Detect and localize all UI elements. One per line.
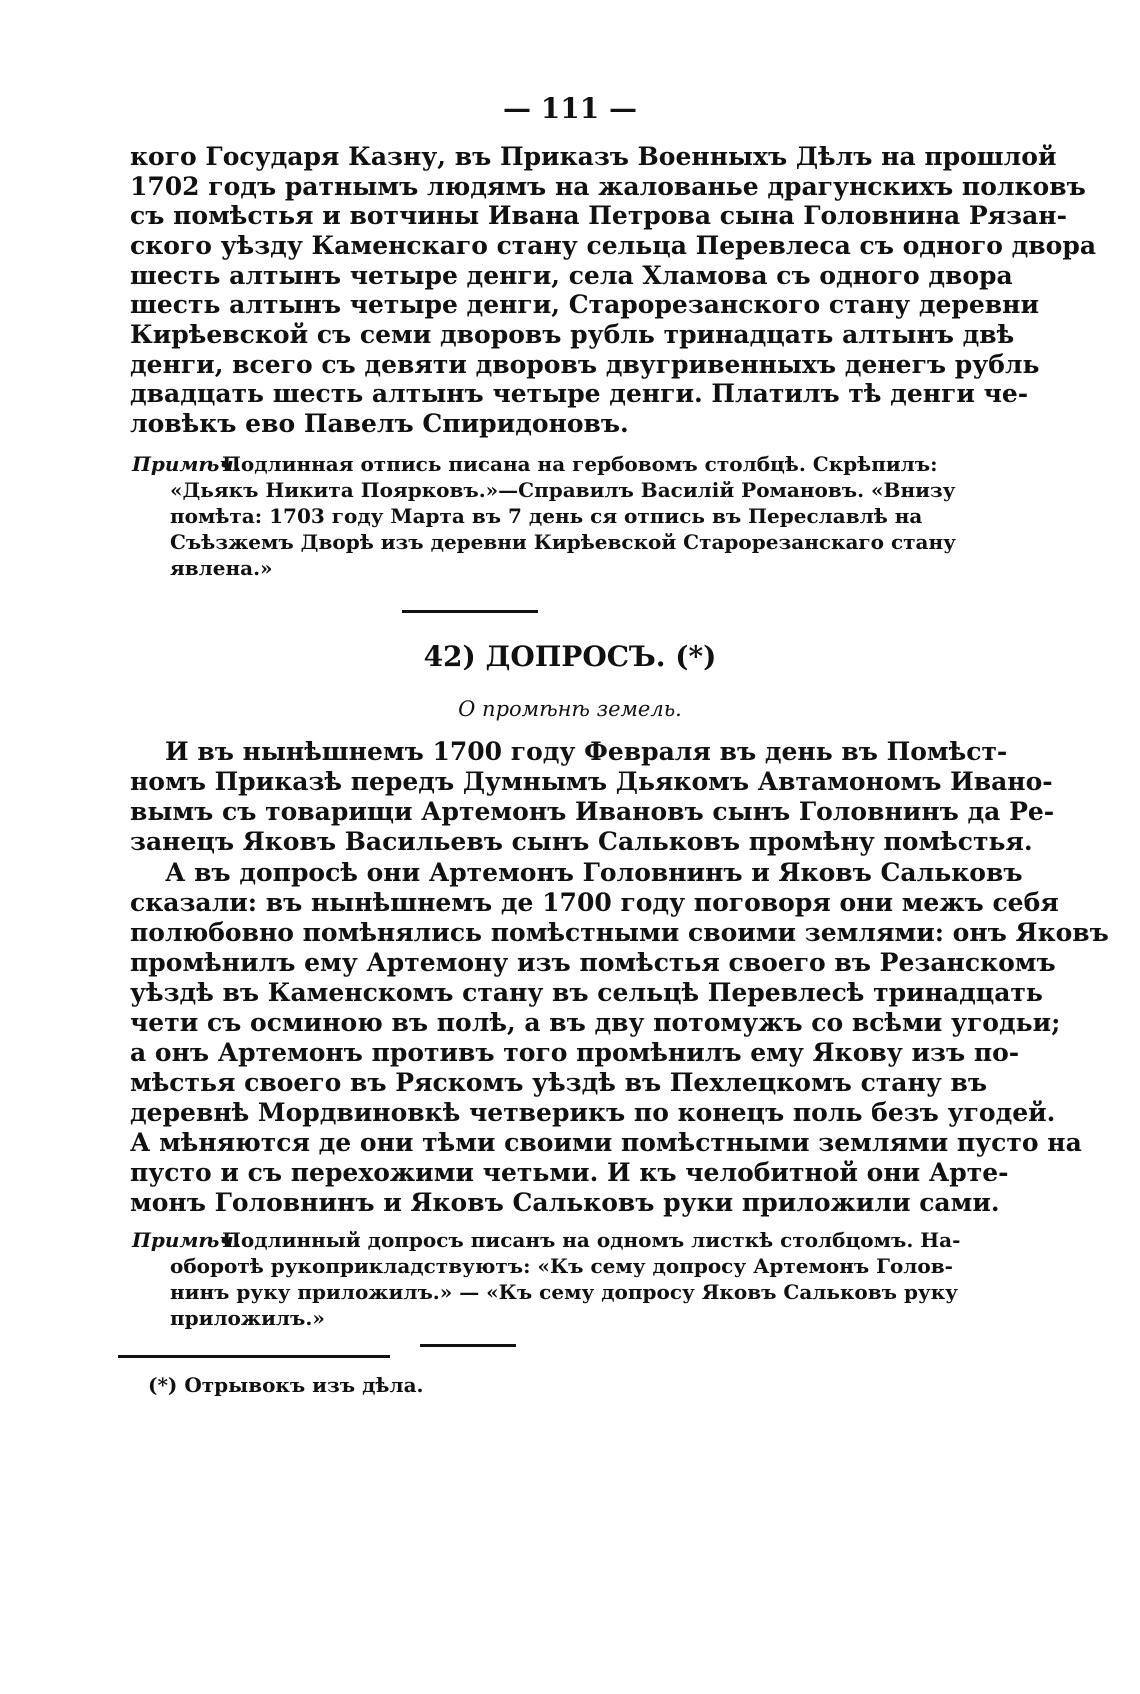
section-divider bbox=[402, 610, 538, 613]
page-number: — 111 — bbox=[503, 92, 637, 125]
text-line: ловѣкъ ево Павелъ Спиридоновъ. bbox=[130, 409, 629, 438]
text-line: чети съ осминою въ полѣ, а въ дву потомужъ со всѣми угодьи; bbox=[130, 1008, 1061, 1037]
section-title: 42) ДОПРОСЪ. (*) bbox=[423, 640, 717, 673]
text-line: а онъ Артемонъ противъ того промѣнилъ ему Якову изъ по- bbox=[130, 1038, 1020, 1067]
text-line: номъ Приказѣ передъ Думнымъ Дьякомъ Автамономъ Ивано- bbox=[130, 767, 1053, 796]
text-line: вымъ съ товарищи Артемонъ Ивановъ сынъ Головнинъ да Ре- bbox=[130, 797, 1055, 826]
note-line: приложилъ.» bbox=[170, 1306, 325, 1330]
text-line: А въ допросѣ они Артемонъ Головнинъ и Яковъ Сальковъ bbox=[165, 858, 1023, 887]
text-line: съ помѣстья и вотчины Ивана Петрова сына Головнина Рязан- bbox=[130, 201, 1067, 230]
text-line: полюбовно помѣнялись помѣстными своими землями: онъ Яковъ bbox=[130, 918, 1109, 947]
text-line: пусто и съ перехожими четьми. И къ челобитной они Арте- bbox=[130, 1158, 1009, 1187]
text-line: занецъ Яковъ Васильевъ сынъ Сальковъ промѣну помѣстья. bbox=[130, 827, 1033, 856]
footnote: (*) Отрывокъ изъ дѣла. bbox=[148, 1373, 424, 1397]
note-line: нинъ руку приложилъ.» — «Къ сему допросу Яковъ Сальковъ руку bbox=[170, 1280, 958, 1304]
note-label: Примѣч. bbox=[132, 452, 241, 476]
text-line: ского уѣзду Каменскаго стану сельца Перевлеса съ одного двора bbox=[130, 231, 1097, 260]
text-line: Кирѣевской съ семи дворовъ рубль тринадцать алтынъ двѣ bbox=[130, 320, 1015, 349]
text-line: двадцать шесть алтынъ четыре денги. Платилъ тѣ денги че- bbox=[130, 379, 1029, 408]
note-line: явлена.» bbox=[170, 556, 273, 580]
note-line: Съѣзжемъ Дворѣ изъ деревни Кирѣевской Старорезанскаго стану bbox=[170, 530, 956, 554]
note-line: Подлинная отпись писана на гербовомъ столбцѣ. Скрѣпилъ: bbox=[222, 452, 938, 476]
text-line: сказали: въ нынѣшнемъ де 1700 году поговоря они межъ себя bbox=[130, 888, 1059, 917]
text-line: А мѣняются де они тѣми своими помѣстными землями пусто на bbox=[130, 1128, 1082, 1157]
text-line: шесть алтынъ четыре денги, села Хламова съ одного двора bbox=[130, 261, 1013, 290]
text-line: деревнѣ Мордвиновкѣ четверикъ по конецъ поль безъ угодей. bbox=[130, 1098, 1056, 1127]
section-end-divider bbox=[420, 1344, 516, 1347]
text-line: мѣстья своего въ Ряскомъ уѣздѣ въ Пехлецкомъ стану въ bbox=[130, 1068, 988, 1097]
text-line: И въ нынѣшнемъ 1700 году Февраля въ день въ Помѣст- bbox=[165, 737, 1008, 766]
note-label: Примѣч. bbox=[132, 1228, 241, 1252]
text-line: уѣздѣ въ Каменскомъ стану въ сельцѣ Перевлесѣ тринадцать bbox=[130, 978, 1043, 1007]
text-line: шесть алтынъ четыре денги, Старорезанского стану деревни bbox=[130, 290, 1040, 319]
note-line: Подлинный допросъ писанъ на одномъ листкѣ столбцомъ. На- bbox=[222, 1228, 961, 1252]
text-line: 1702 годъ ратнымъ людямъ на жалованье драгунскихъ полковъ bbox=[130, 172, 1086, 201]
note-line: «Дьякъ Никита Поярковъ.»—Справилъ Василій Романовъ. «Внизу bbox=[170, 478, 956, 502]
text-line: монъ Головнинъ и Яковъ Сальковъ руки приложили сами. bbox=[130, 1188, 1000, 1217]
text-line: кого Государя Казну, въ Приказъ Военныхъ Дѣлъ на прошлой bbox=[130, 142, 1057, 171]
section-subtitle: О промѣнѣ земель. bbox=[458, 697, 682, 721]
note-line: оборотѣ рукоприкладствуютъ: «Къ сему допросу Артемонъ Голов- bbox=[170, 1254, 953, 1278]
text-line: денги, всего съ девяти дворовъ двугривенныхъ денегъ рубль bbox=[130, 350, 1040, 379]
footnote-rule bbox=[118, 1355, 390, 1358]
text-line: промѣнилъ ему Артемону изъ помѣстья своего въ Резанскомъ bbox=[130, 948, 1056, 977]
note-line: помѣта: 1703 году Марта въ 7 день ся отпись въ Переславлѣ на bbox=[170, 504, 923, 528]
